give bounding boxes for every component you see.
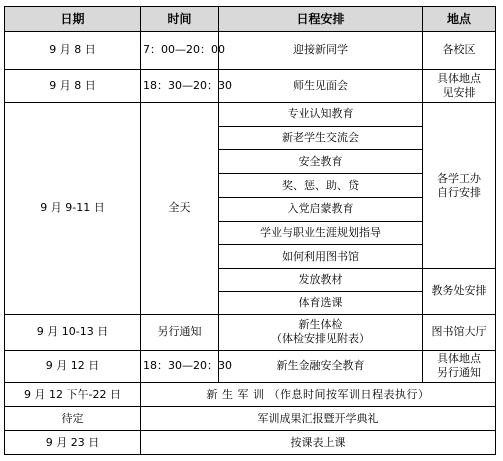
location-cell — [423, 350, 496, 382]
table-row — [5, 102, 496, 126]
time-cell: 全天 — [141, 102, 219, 314]
agenda-line: （体检安排见附表） — [271, 332, 370, 346]
agenda-cell: 按课表上课 — [141, 431, 496, 455]
date-cell: 9 月 12 下午-22 日 — [5, 382, 141, 407]
orientation-schedule-table — [4, 6, 496, 455]
agenda-item: 专业认知教育 — [219, 102, 423, 126]
agenda-cell — [219, 314, 423, 350]
location-line: 自行安排 — [437, 185, 481, 199]
date-cell: 待定 — [5, 407, 141, 431]
agenda-line: 新生体检 — [298, 318, 343, 332]
table-row — [5, 350, 496, 382]
date-cell: 9 月 8 日 — [5, 31, 141, 69]
date-cell: 9 月 8 日 — [5, 69, 141, 102]
header-date: 日期 — [5, 7, 141, 32]
header-time: 时间 — [141, 7, 219, 32]
agenda-item: 如何利用图书馆 — [219, 245, 423, 269]
agenda-cell: 迎接新同学 — [219, 31, 423, 69]
agenda-item: 入党启蒙教育 — [219, 197, 423, 221]
table-row — [5, 314, 496, 350]
table-row — [5, 69, 496, 102]
table-row — [5, 431, 496, 455]
agenda-item: 学业与职业生涯规划指导 — [219, 221, 423, 245]
agenda-cell: 新 生 军 训 （作息时间按军训日程表执行） — [141, 382, 496, 407]
date-cell: 9 月 10-13 日 — [5, 314, 141, 350]
location-cell: 图书馆大厅 — [423, 314, 496, 350]
location-cell: 教务处安排 — [423, 269, 496, 314]
agenda-item: 发放教材 — [219, 269, 423, 292]
agenda-cell: 师生见面会 — [219, 69, 423, 102]
location-line: 见安排 — [442, 85, 476, 99]
time-cell: 7：00—20：00 — [141, 31, 219, 69]
header-location: 地点 — [423, 7, 496, 32]
agenda-item: 安全教育 — [219, 150, 423, 174]
table-row — [5, 407, 496, 431]
location-cell — [423, 69, 496, 102]
location-line: 具体地点 — [437, 352, 481, 366]
table-row — [5, 382, 496, 407]
time-cell: 18：30—20：30 — [141, 350, 219, 382]
date-cell: 9 月 23 日 — [5, 431, 141, 455]
date-cell: 9 月 12 日 — [5, 350, 141, 382]
location-line: 各学工办 — [437, 171, 481, 185]
agenda-item: 奖、惩、助、贷 — [219, 174, 423, 198]
table-row — [5, 31, 496, 69]
header-row — [5, 7, 496, 32]
location-line: 另行通知 — [437, 366, 481, 380]
location-cell — [423, 102, 496, 268]
agenda-cell: 新生金融安全教育 — [219, 350, 423, 382]
header-agenda: 日程安排 — [219, 7, 423, 32]
time-cell: 另行通知 — [141, 314, 219, 350]
agenda-cell: 军训成果汇报暨开学典礼 — [141, 407, 496, 431]
agenda-item: 新老学生交流会 — [219, 126, 423, 150]
date-cell: 9 月 9-11 日 — [5, 102, 141, 314]
location-cell: 各校区 — [423, 31, 496, 69]
location-line: 具体地点 — [437, 71, 481, 85]
time-cell: 18：30—20：30 — [141, 69, 219, 102]
agenda-item: 体育选课 — [219, 291, 423, 314]
